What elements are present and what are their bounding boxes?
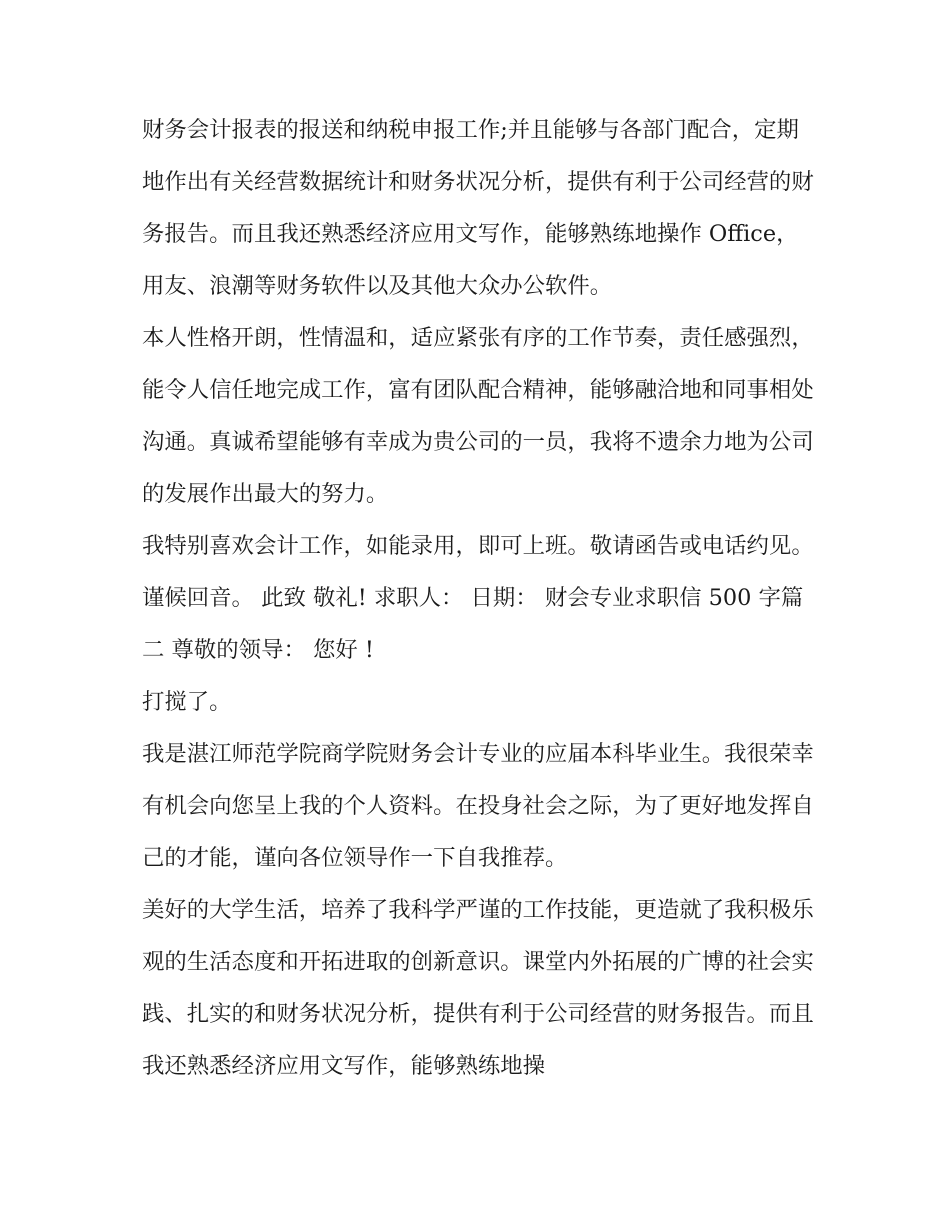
paragraph-6: 美好的大学生活，培养了我科学严谨的工作技能，更造就了我积极乐观的生活态度和开拓进取的创新意识。课堂内外拓展的广博的社会实践、扎实的和财务状况分析，提供有利于公司经营的财务报告。而且我还熟悉经济应用文写作，能够熟练地操 — [142, 897, 814, 1079]
document-body — [142, 104, 814, 1092]
paragraph-5: 我是湛江师范学院商学院财务会计专业的应届本科毕业生。我很荣幸有机会向您呈上我的个人资料。在投身社会之际，为了更好地发挥自己的才能，谨向各位领导作一下自我推荐。 — [142, 741, 814, 871]
paragraph-4: 打搅了。 — [142, 689, 232, 715]
paragraph-3: 我特别喜欢会计工作，如能录用，即可上班。敬请函告或电话约见。 谨候回音。 此致 敬礼! 求职人： 日期： 财会专业求职信 500 字篇二 尊敬的领导： 您好 ! — [142, 533, 814, 663]
paragraph-1: 财务会计报表的报送和纳税申报工作;并且能够与各部门配合，定期地作出有关经营数据统计和财务状况分析，提供有利于公司经营的财务报告。而且我还熟悉经济应用文写作，能够熟练地操作 Office，用友、浪潮等财务软件以及其他大众办公软件。 — [142, 117, 814, 299]
paragraph-2: 本人性格开朗，性情温和，适应紧张有序的工作节奏，责任感强烈，能令人信任地完成工作，富有团队配合精神，能够融洽地和同事相处沟通。真诚希望能够有幸成为贵公司的一员，我将不遗余力地为公司的发展作出最大的努力。 — [142, 325, 814, 507]
